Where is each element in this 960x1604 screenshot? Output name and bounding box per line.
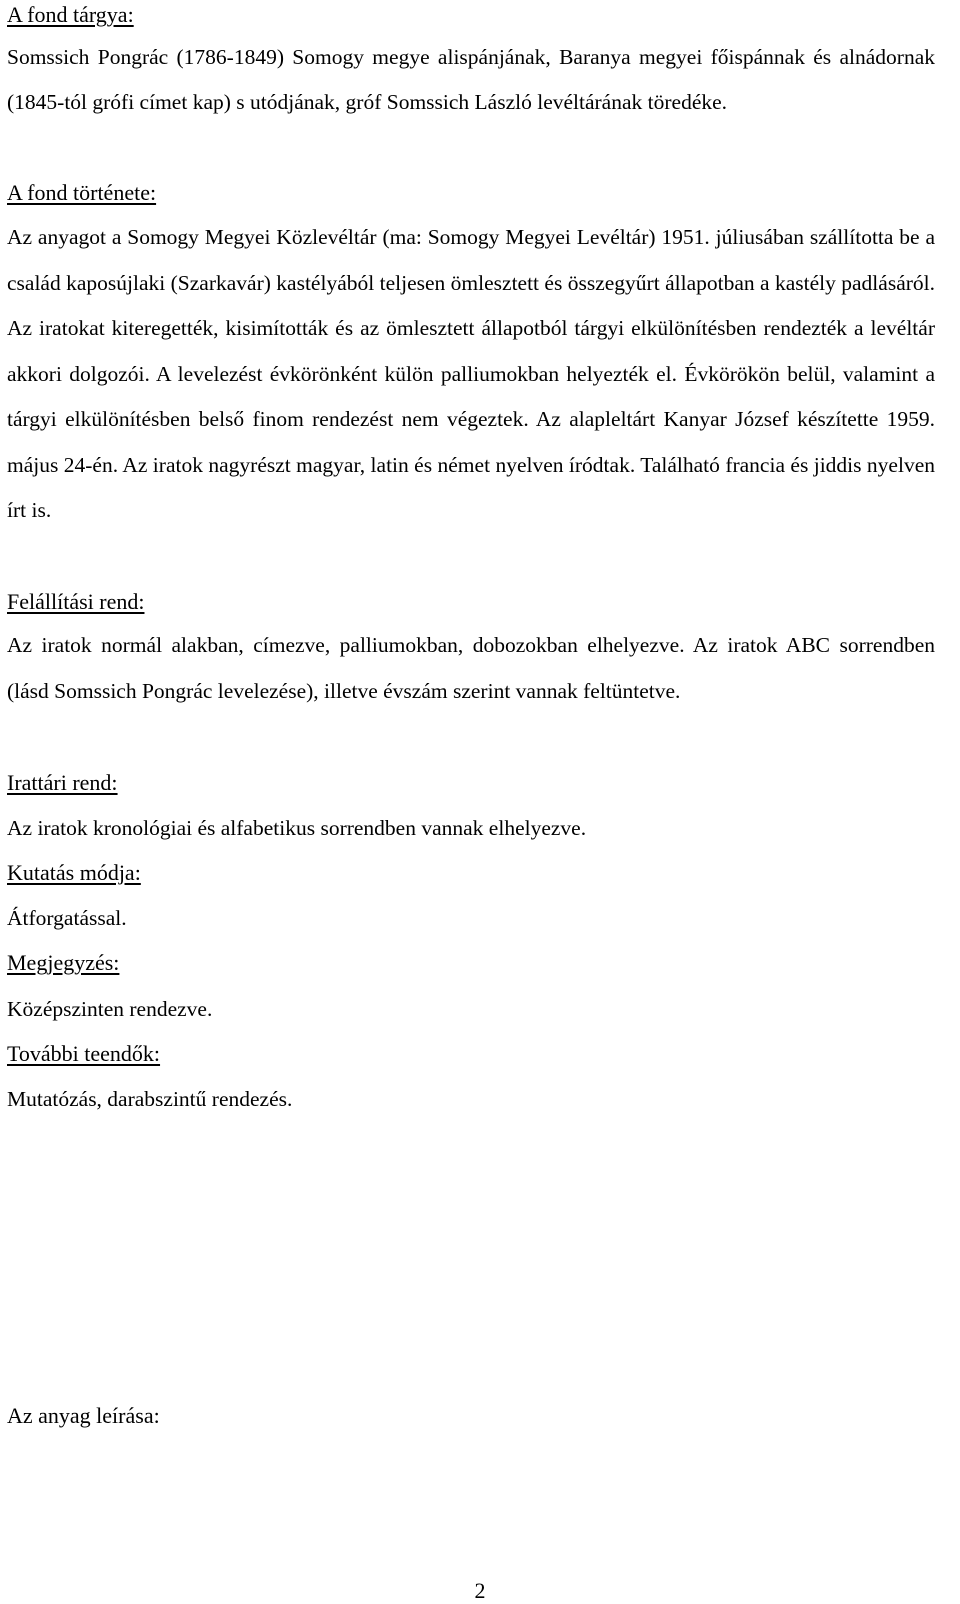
text-kutatas-modja: Átforgatással. [7, 906, 127, 930]
text-irattari-rend: Az iratok kronológiai és alfabetikus sorrendben vannak elhelyezve. [7, 816, 587, 840]
text-fond-tortenete: Az anyagot a Somogy Megyei Közlevéltár (ma: Somogy Megyei Levéltár) 1951. júliusában szállította be a család kaposújlaki (Szarkavár) kastélyából teljesen ömlesztett és összegyűrt állapotban a kastély padlásáról. Az iratokat kiteregették, kisimították és az ömlesztett állapotból tárgyi elkülönítésben rendezték a levéltár akkori dolgozói. A levelezést évkörönként külön palliumokban helyezték el. Évkörökön belül, valamint a tárgyi elkülönítésben belső finom rendezést nem végeztek. Az alapleltárt Kanyar József készítette 1959. május 24-én. Az iratok nagyrészt magyar, latin és német nyelven íródtak. Található francia és jiddis nyelven írt is. [7, 225, 935, 522]
heading-fond-tortenete: A fond története: [7, 180, 157, 205]
heading-anyag-leirasa: Az anyag leírása: [7, 1403, 160, 1428]
heading-fond-targya: A fond tárgya: [7, 2, 134, 27]
heading-tovabbi-teendok: További teendők: [7, 1041, 161, 1066]
text-tovabbi-teendok: Mutatózás, darabszintű rendezés. [7, 1087, 293, 1111]
heading-irattari-rend: Irattári rend: [7, 770, 118, 795]
text-fond-targya: Somssich Pongrác (1786-1849) Somogy megye alispánjának, Baranya megyei főispánnak és alnádornak (1845-tól grófi címet kap) s utódjának, gróf Somssich László levéltárának töredéke. [7, 45, 935, 114]
heading-felallitasi-rend: Felállítási rend: [7, 589, 145, 614]
heading-megjegyzes: Megjegyzés: [7, 950, 120, 975]
text-megjegyzes: Középszinten rendezve. [7, 997, 213, 1021]
text-felallitasi-rend: Az iratok normál alakban, címezve, palliumokban, dobozokban elhelyezve. Az iratok ABC sorrendben (lásd Somssich Pongrác levelezése), illetve évszám szerint vannak feltüntetve. [7, 633, 935, 703]
page-number: 2 [474, 1578, 486, 1603]
heading-kutatas-modja: Kutatás módja: [7, 860, 141, 885]
